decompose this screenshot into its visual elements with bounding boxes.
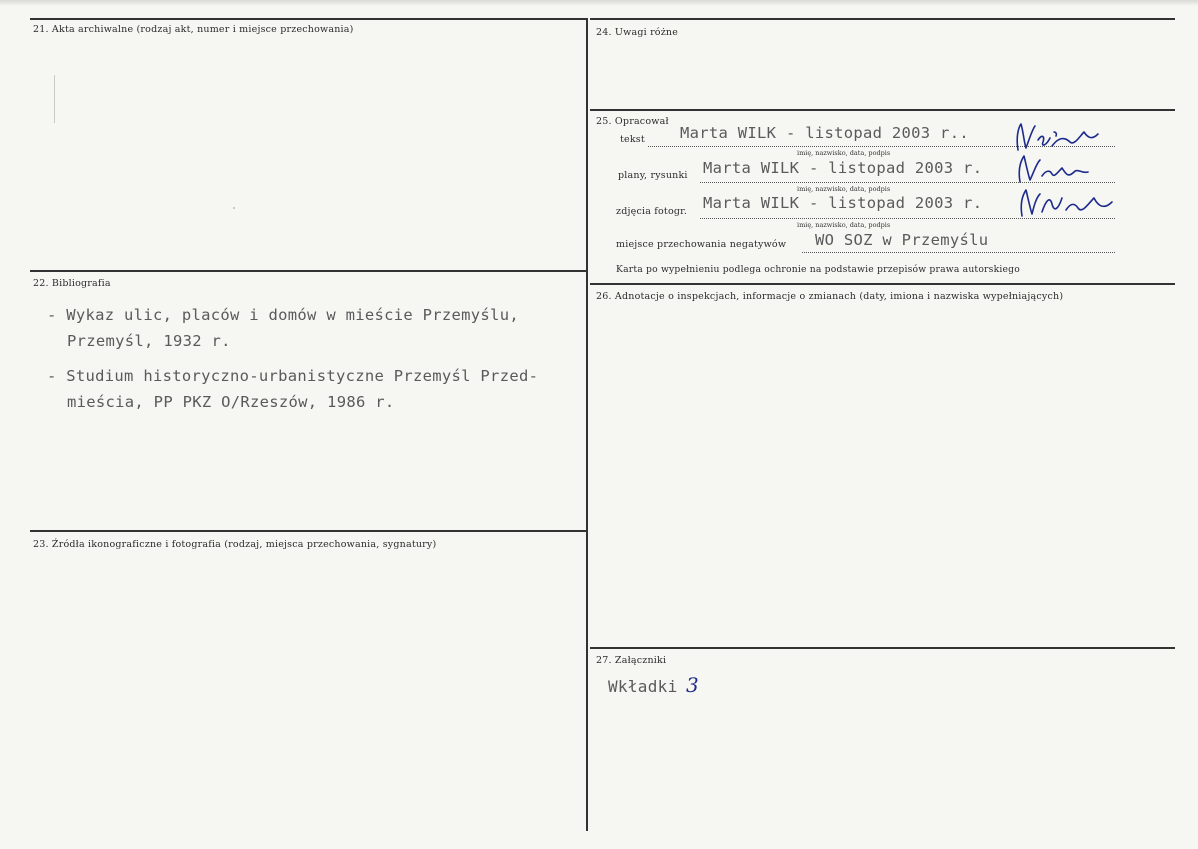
- plany-caption: imię, nazwisko, data, podpis: [797, 185, 891, 193]
- bibliography-item-2-line-1: - Studium historyczno-urbanistyczne Przemyśl Przed-: [47, 367, 539, 385]
- tekst-value: Marta WILK - listopad 2003 r..: [680, 124, 969, 142]
- zdjecia-value: Marta WILK - listopad 2003 r.: [703, 194, 983, 212]
- section-27-rule: [590, 647, 1175, 649]
- signature-plany: [1016, 152, 1106, 186]
- section-23-rule: [30, 530, 586, 532]
- bibliography-item-2-line-2: mieścia, PP PKZ O/Rzeszów, 1986 r.: [67, 393, 395, 411]
- signature-tekst: [1012, 120, 1102, 154]
- top-rule-right: [590, 18, 1175, 20]
- zdjecia-label: zdjęcia fotogr.: [616, 206, 688, 217]
- section-25-rule: [590, 109, 1175, 111]
- negatives-dotted-line: [802, 252, 1115, 253]
- section-25-label: 25. Opracował: [596, 116, 669, 127]
- signature-zdjecia: [1018, 186, 1118, 222]
- negatives-label: miejsce przechowania negatywów: [616, 239, 787, 250]
- section-22-rule: [30, 270, 586, 272]
- section-24-label: 24. Uwagi różne: [596, 27, 679, 38]
- section-23-label: 23. Źródła ikonograficzne i fotografia (rodzaj, miejsca przechowania, sygnatury): [33, 539, 437, 550]
- tekst-label: tekst: [620, 134, 645, 145]
- attachments-count: 3: [686, 673, 700, 697]
- bibliography-item-1-line-1: - Wykaz ulic, placów i domów w mieście Przemyślu,: [47, 306, 519, 324]
- pencil-dot: [233, 207, 235, 209]
- pencil-mark: [54, 75, 55, 123]
- plany-label: plany, rysunki: [618, 170, 688, 181]
- zdjecia-caption: imię, nazwisko, data, podpis: [797, 221, 891, 229]
- section-21-label: 21. Akta archiwalne (rodzaj akt, numer i miejsce przechowania): [33, 24, 354, 35]
- negatives-value: WO SOZ w Przemyślu: [815, 231, 989, 249]
- plany-value: Marta WILK - listopad 2003 r.: [703, 159, 983, 177]
- section-26-rule: [590, 283, 1175, 285]
- section-27-label: 27. Załączniki: [596, 655, 667, 666]
- tekst-caption: imię, nazwisko, data, podpis: [797, 149, 891, 157]
- page-top-edge: [0, 0, 1198, 6]
- attachments-value: Wkładki: [608, 677, 678, 696]
- bibliography-item-1-line-2: Przemyśl, 1932 r.: [67, 332, 231, 350]
- section-26-label: 26. Adnotacje o inspekcjach, informacje o zmianach (daty, imiona i nazwiska wypełniających): [596, 291, 1064, 302]
- center-divider: [586, 18, 588, 831]
- copyright-note: Karta po wypełnieniu podlega ochronie na podstawie przepisów prawa autorskiego: [616, 264, 1020, 275]
- top-rule-left: [30, 18, 586, 20]
- section-22-label: 22. Bibliografia: [33, 278, 111, 289]
